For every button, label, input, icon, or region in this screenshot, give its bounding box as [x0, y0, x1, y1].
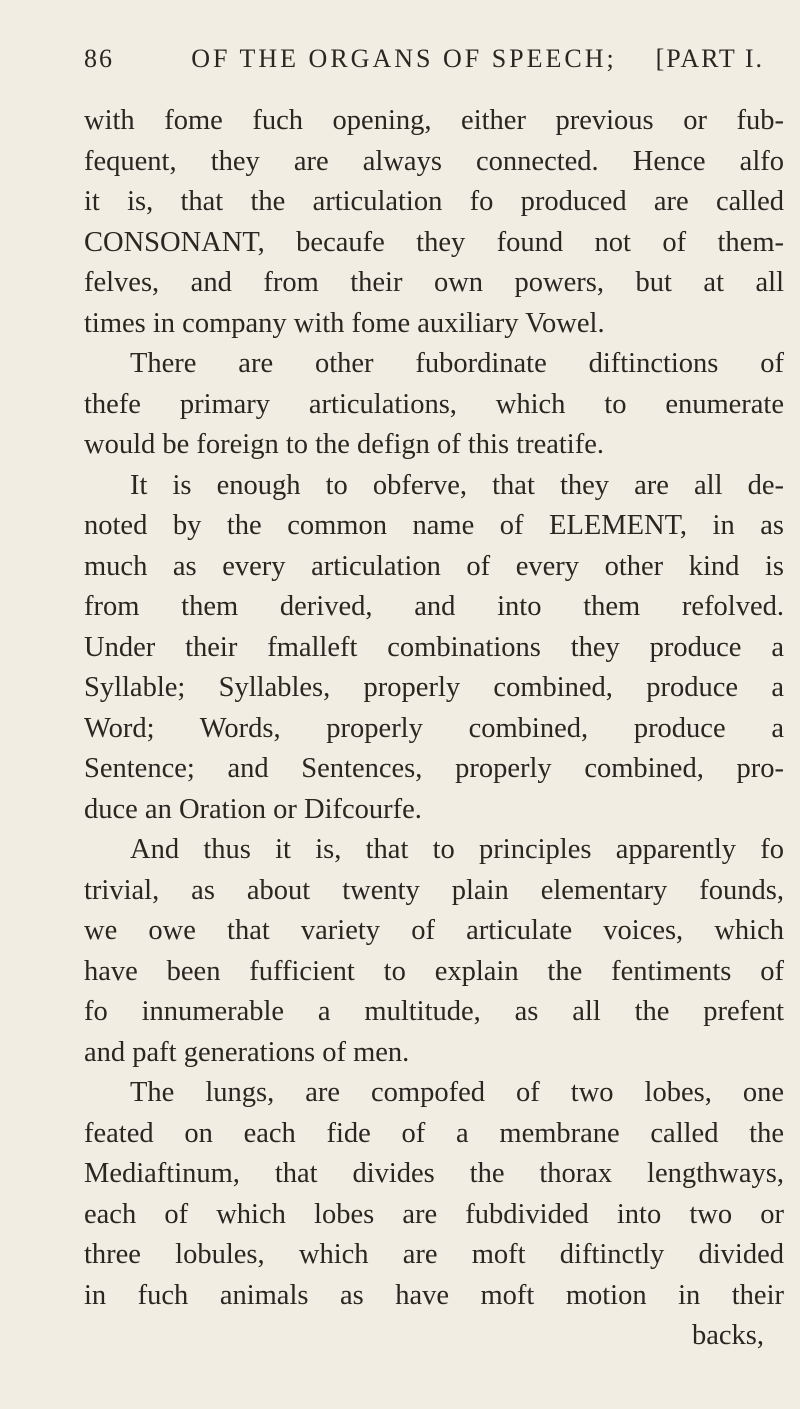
- text-line: fo innumerable a multitude, as all the prefent: [84, 996, 784, 1027]
- text-line: Syllable; Syllables, properly combined, produce a: [84, 672, 784, 703]
- text-line: each of which lobes are fubdivided into two or: [84, 1198, 784, 1230]
- text-line: felves, and from their own powers, but at all: [84, 267, 784, 298]
- text-line: duce an Oration or Difcourfe.: [84, 793, 422, 825]
- text-line: thefe primary articulations, which to enumerate: [84, 388, 784, 420]
- text-line: fequent, they are always connected. Hence alfo: [84, 145, 784, 177]
- text-line: from them derived, and into them refolved.: [84, 591, 784, 622]
- part-label: [PART I.: [655, 44, 764, 73]
- text-line: There are other fubordinate diftinctions of: [130, 348, 784, 379]
- catchword: backs,: [691, 1320, 764, 1351]
- text-line: trivial, as about twenty plain elementary founds,: [84, 874, 784, 906]
- text-line: Mediaftinum, that divides the thorax lengthways,: [84, 1158, 784, 1189]
- running-title: OF THE ORGANS OF SPEECH;: [191, 44, 617, 73]
- text-line: feated on each fide of a membrane called the: [84, 1117, 784, 1149]
- text-line: Under their fmalleft combinations they produce a: [84, 631, 784, 663]
- text-line: and paft generations of men.: [84, 1036, 410, 1068]
- text-line: it is, that the articulation fo produced are called: [84, 186, 784, 217]
- text-line: It is enough to obferve, that they are all de-: [130, 469, 784, 501]
- body-text: [84, 101, 784, 1357]
- text-line: noted by the common name of ELEMENT, in as: [84, 510, 784, 541]
- text-line: have been fufficient to explain the fentiments of: [84, 955, 784, 987]
- page-header: [84, 44, 764, 74]
- page-number: 86: [84, 44, 114, 73]
- text-line: three lobules, which are moft diftinctly divided: [84, 1239, 784, 1270]
- text-line: The lungs, are compofed of two lobes, one: [130, 1077, 784, 1108]
- text-line: would be foreign to the defign of this treatife.: [84, 429, 604, 460]
- text-line: And thus it is, that to principles apparently fo: [130, 834, 784, 865]
- text-line: we owe that variety of articulate voices, which: [84, 915, 784, 946]
- text-line: in fuch animals as have moft motion in their: [84, 1279, 784, 1311]
- text-line: much as every articulation of every other kind is: [84, 550, 784, 582]
- text-line: times in company with fome auxiliary Vowel.: [84, 307, 605, 339]
- text-line: with fome fuch opening, either previous or fub-: [84, 105, 784, 136]
- text-line: Word; Words, properly combined, produce a: [84, 712, 784, 744]
- text-line: CONSONANT, becaufe they found not of them-: [84, 226, 784, 258]
- text-line: Sentence; and Sentences, properly combined, pro-: [84, 753, 784, 784]
